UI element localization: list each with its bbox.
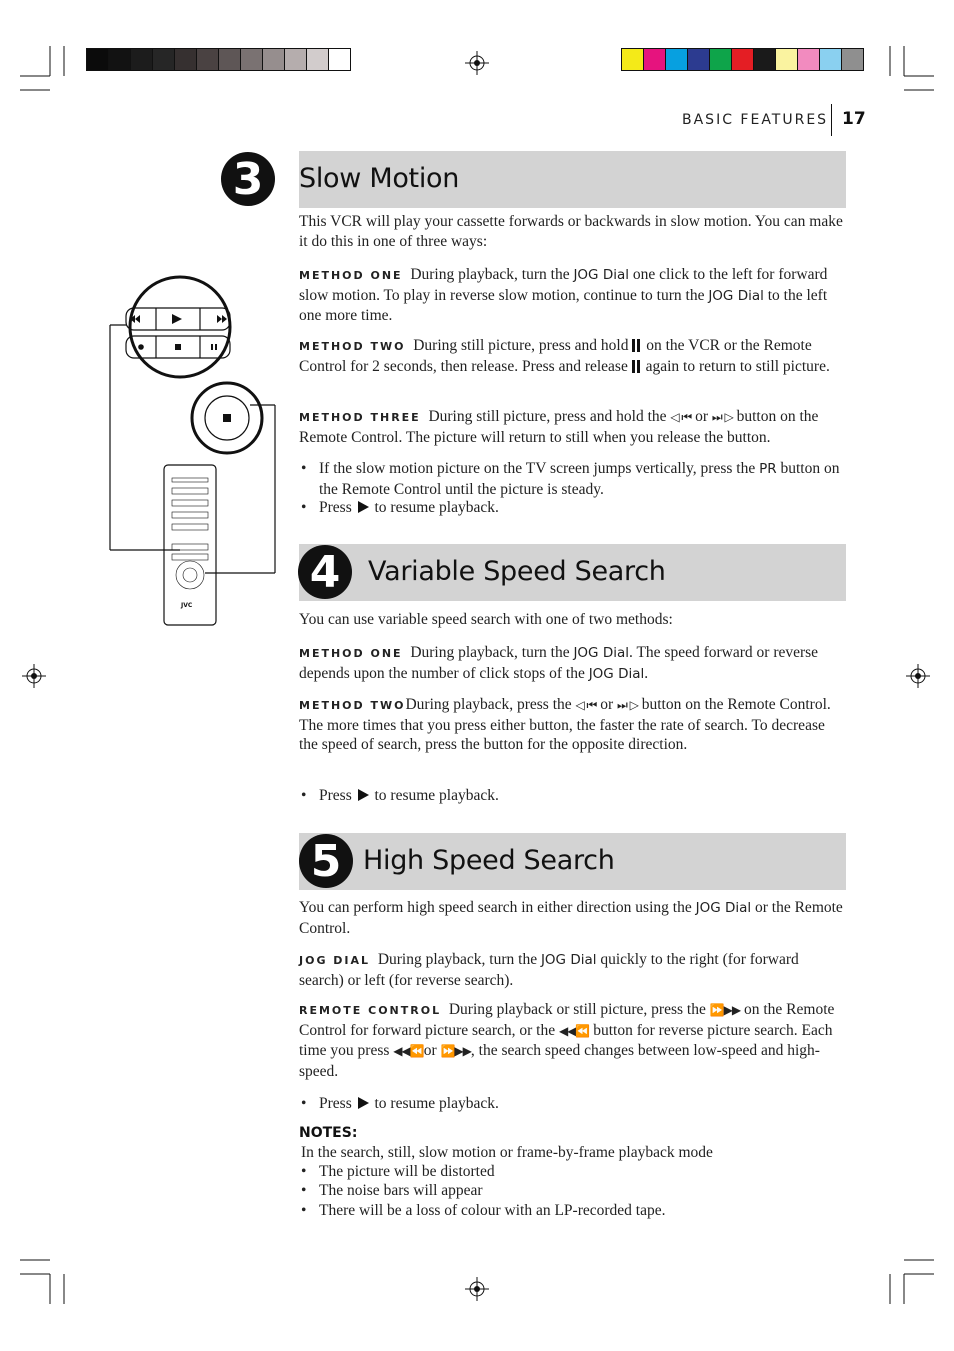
text: to resume playback. [374, 499, 499, 516]
color-swatch [753, 48, 776, 71]
variable-speed-search-title: Variable Speed Search [368, 556, 666, 587]
text: one click to the left for forward slow motion. To play in reverse slow motion, continue to turn the [299, 266, 828, 304]
reverse-slow-icon: ◁ ⏮ [575, 698, 597, 712]
color-swatch [240, 48, 263, 71]
color-swatch [262, 48, 285, 71]
brand-logo: JVC [181, 602, 193, 609]
text: Press [319, 787, 352, 804]
high-speed-search-title: High Speed Search [363, 845, 615, 876]
notes-title: NOTES: [299, 1125, 358, 1141]
color-swatch [328, 48, 351, 71]
slow-motion-title: Slow Motion [299, 163, 460, 194]
variable-search-method-one [299, 643, 847, 684]
color-swatch [797, 48, 820, 71]
text: Press [319, 1095, 352, 1112]
text: or the Remote Control. [299, 899, 843, 937]
color-swatch [174, 48, 197, 71]
slow-motion-method-three [299, 407, 847, 447]
text: If the slow motion picture on the TV screen jumps vertically, press the [319, 460, 756, 477]
color-swatch [196, 48, 219, 71]
color-swatch [775, 48, 798, 71]
keyword: JOG Dial [588, 665, 645, 682]
method-label: REMOTE CONTROL [299, 1004, 442, 1017]
play-icon [358, 1097, 369, 1109]
variable-search-method-two [299, 695, 847, 755]
text: During playback, press the [405, 696, 572, 713]
high-search-remote-control [299, 1000, 847, 1081]
fast-forward-icon: ⏩▶▶ [709, 1003, 741, 1017]
slow-motion-intro: This VCR will play your cassette forwards or backwards in slow motion. You can make it do this in one of three ways: [299, 213, 843, 250]
text: or [695, 408, 709, 425]
method-label: METHOD ONE [299, 647, 403, 660]
fast-forward-icon: ⏩▶▶ [440, 1044, 471, 1058]
text: on the VCR or the Remote Control for 2 seconds, then release. Press and release [299, 337, 812, 375]
color-swatch [665, 48, 688, 71]
text: again to return to still picture. [645, 357, 830, 375]
text: on the Remote Control for forward picture search, or the [299, 1001, 835, 1039]
play-icon [358, 789, 369, 801]
keyword: JOG Dial [573, 645, 629, 661]
text: During playback, turn the [410, 644, 570, 661]
page-number: 17 [842, 109, 866, 129]
variable-search-intro: You can use variable speed search with one of two methods: [299, 611, 673, 628]
section-number-badge: 3 [221, 152, 275, 206]
text: or [423, 1042, 437, 1059]
text: button for reverse picture search. Each time you press [299, 1021, 833, 1059]
list-item: • The noise bars will appear [299, 1181, 847, 1201]
color-swatch [218, 48, 241, 71]
keyword: JOG Dial [708, 287, 764, 304]
keyword: JOG Dial [573, 267, 629, 283]
running-header: BASIC FEATURES [682, 112, 829, 128]
color-swatch [284, 48, 307, 71]
list-item: • The picture will be distorted [299, 1162, 847, 1182]
list-item: • There will be a loss of colour with an LP-recorded tape. [299, 1201, 847, 1221]
color-swatch [643, 48, 666, 71]
rewind-icon: ◀◀⏪ [393, 1044, 424, 1058]
list-item: • Press to resume playback. [301, 1095, 499, 1112]
high-search-jog-dial [299, 950, 847, 990]
color-swatch [731, 48, 754, 71]
text: button on the Remote Control until the picture is steady. [319, 460, 840, 498]
keyword: JOG Dial [695, 900, 752, 916]
method-label: METHOD THREE [299, 411, 421, 424]
slow-motion-method-one [299, 265, 847, 326]
slow-motion-method-two [299, 336, 847, 376]
color-swatch [687, 48, 710, 71]
pause-icon [632, 358, 642, 375]
text: During playback or still picture, press the [448, 1001, 706, 1018]
rewind-icon: ◀◀⏪ [558, 1023, 590, 1038]
section-number-badge: 5 [299, 834, 353, 888]
notes-intro: In the search, still, slow motion or frame-by-frame playback mode [301, 1144, 713, 1161]
list-item: • Press to resume playback. [301, 499, 499, 516]
method-label: METHOD TWO [299, 699, 406, 712]
variable-speed-search-header [299, 544, 846, 601]
play-icon [358, 501, 369, 513]
keyword: JOG Dial [540, 952, 597, 968]
slow-motion-header [299, 151, 846, 208]
note-text: There will be a loss of colour with an LP-recorded tape. [319, 1202, 666, 1219]
text: . [644, 664, 649, 682]
text: During playback, turn the [410, 266, 570, 283]
text: You can perform high speed search in either direction using the [299, 899, 692, 916]
text: quickly to the right (for forward search) or left (for reverse search). [299, 951, 799, 989]
color-swatch [86, 48, 109, 71]
text: to the left one more time. [299, 286, 828, 324]
note-text: The noise bars will appear [319, 1182, 483, 1199]
color-swatch [130, 48, 153, 71]
color-swatch [306, 48, 329, 71]
section-number-badge: 4 [298, 545, 352, 599]
note-text: The picture will be distorted [319, 1163, 495, 1180]
text: to resume playback. [374, 787, 499, 804]
method-label: JOG DIAL [299, 954, 371, 967]
text: button on the Remote Control. The more times that you press either button, the faster the rate of search. To decrease the speed of search, press the button for the opposite direction. [299, 696, 831, 753]
color-swatch [621, 48, 644, 71]
forward-slow-icon: ⏭ ▷ [711, 410, 733, 424]
list-item: • If the slow motion picture on the TV screen jumps vertically, press the PR button on the Remote Control until the picture is steady. [301, 460, 840, 498]
color-swatch [819, 48, 842, 71]
header-divider [831, 104, 832, 136]
color-swatch [841, 48, 864, 71]
text: to resume playback. [374, 1095, 499, 1112]
high-search-intro [299, 898, 847, 938]
text: . The speed forward or reverse depends upon the number of click stops of the [299, 644, 819, 682]
method-label: METHOD ONE [299, 269, 403, 282]
pause-icon [632, 337, 642, 354]
forward-slow-icon: ⏭ ▷ [617, 698, 638, 712]
text: During still picture, press and hold the [428, 408, 667, 425]
high-speed-search-header [299, 833, 846, 890]
keyword: PR [759, 461, 777, 477]
text: During still picture, press and hold [413, 337, 629, 354]
color-swatch [108, 48, 131, 71]
color-swatch [709, 48, 732, 71]
text: , the search speed changes between low-speed and high-speed. [299, 1042, 820, 1080]
color-swatch [152, 48, 175, 71]
list-item: • Press to resume playback. [301, 787, 499, 804]
text: or [600, 696, 614, 713]
remote-control-illustration [100, 270, 290, 640]
reverse-slow-icon: ◁ ⏮ [670, 410, 692, 424]
method-label: METHOD TWO [299, 340, 406, 353]
text: Press [319, 499, 352, 516]
text: During playback, turn the [377, 951, 538, 968]
text: button on the Remote Control. The picture will return to still when you release the button. [299, 408, 819, 446]
